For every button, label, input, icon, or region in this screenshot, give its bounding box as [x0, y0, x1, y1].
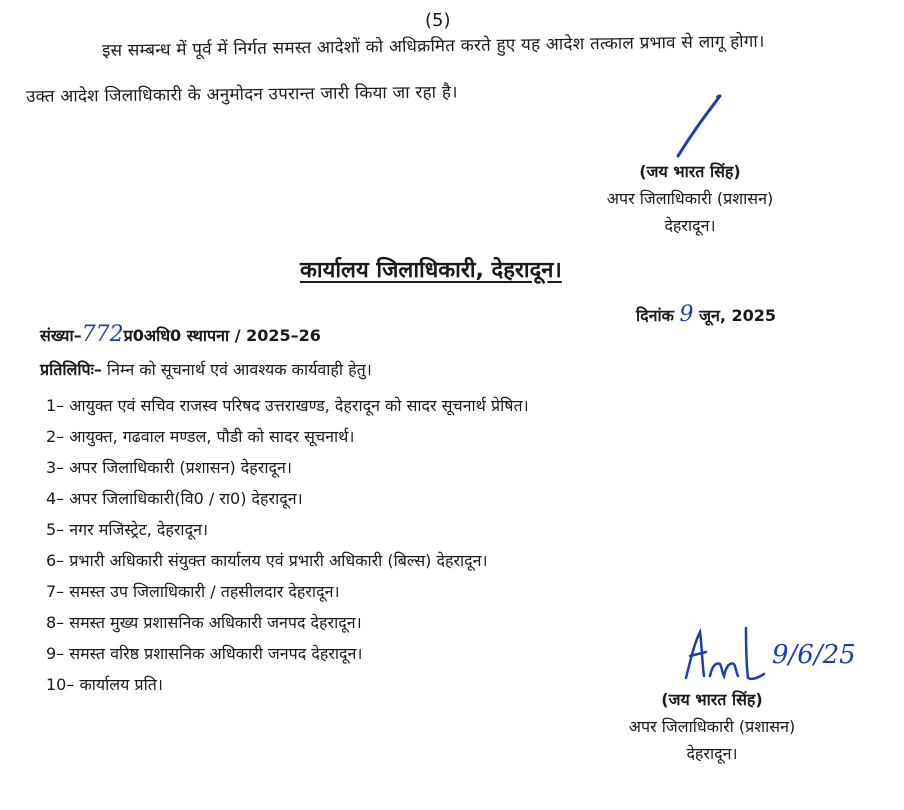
copy-heading [40, 358, 372, 380]
copy-label: प्रतिलिपिः– [40, 360, 102, 379]
list-item: 9– समस्त वरिष्ठ प्रशासनिक अधिकारी जनपद देहरादून। [46, 644, 363, 663]
reference-prefix: संख्या– [40, 326, 82, 345]
signatory-designation: अपर जिलाधिकारी (प्रशासन) [606, 189, 774, 208]
signature-block-top [590, 158, 790, 239]
list-item: 3– अपर जिलाधिकारी (प्रशासन) देहरादून। [46, 458, 292, 477]
reference-handwritten-number: 772 [81, 322, 124, 347]
office-title: कार्यालय जिलाधिकारी, देहरादून। [300, 258, 562, 283]
page-number: (5) [425, 10, 451, 31]
signatory-place: देहरादून। [664, 216, 716, 235]
list-item: 8– समस्त मुख्य प्रशासनिक अधिकारी जनपद देहरादून। [46, 613, 362, 632]
signatory-designation: अपर जिलाधिकारी (प्रशासन) [628, 717, 796, 736]
list-item: 7– समस्त उप जिलाधिकारी / तहसीलदार देहरादून। [46, 582, 340, 601]
list-item: 4– अपर जिलाधिकारी(वि0 / रा0) देहरादून। [46, 489, 303, 508]
paragraph-line-1: इस सम्बन्ध में पूर्व में निर्गत समस्त आदेशों को अधिक्रमित करते हुए यह आदेश तत्काल प्रभाव से लागू होगा। [101, 31, 765, 61]
date-prefix: दिनांक [636, 306, 674, 325]
date-handwritten-day: 9 [679, 302, 694, 327]
list-item: 1– आयुक्त एवं सचिव राजस्व परिषद उत्तराखण्ड, देहरादून को सादर सूचनार्थ प्रेषित। [46, 396, 529, 415]
signature-stroke-icon [668, 92, 728, 162]
signatory-name: (जय भारत सिंह) [639, 162, 741, 181]
list-item: 5– नगर मजिस्ट्रेट, देहरादून। [46, 520, 209, 539]
signatory-name: (जय भारत सिंह) [661, 690, 763, 709]
list-item: 6– प्रभारी अधिकारी संयुक्त कार्यालय एवं प्रभारी अधिकारी (बिल्स) देहरादून। [46, 551, 488, 570]
date-suffix: जून, 2025 [699, 306, 777, 325]
handwritten-signature-icon [680, 622, 772, 684]
paragraph-line-2: उक्त आदेश जिलाधिकारी के अनुमोदन उपरान्त जारी किया जा रहा है। [25, 82, 458, 107]
signatory-place: देहरादून। [686, 744, 738, 763]
copy-list [46, 390, 529, 700]
reference-suffix: प्र0अधि0 स्थापना / 2025–26 [123, 326, 321, 345]
copy-text: निम्न को सूचनार्थ एवं आवश्यक कार्यवाही हेतु। [106, 360, 372, 379]
list-item: 2– आयुक्त, गढवाल मण्डल, पौडी को सादर सूचनार्थ। [46, 427, 355, 446]
date-line [636, 302, 776, 327]
list-item: 10– कार्यालय प्रति। [46, 675, 163, 694]
reference-number [40, 322, 321, 347]
signature-block-bottom [612, 686, 812, 767]
handwritten-date: 9/6/25 [772, 640, 856, 670]
